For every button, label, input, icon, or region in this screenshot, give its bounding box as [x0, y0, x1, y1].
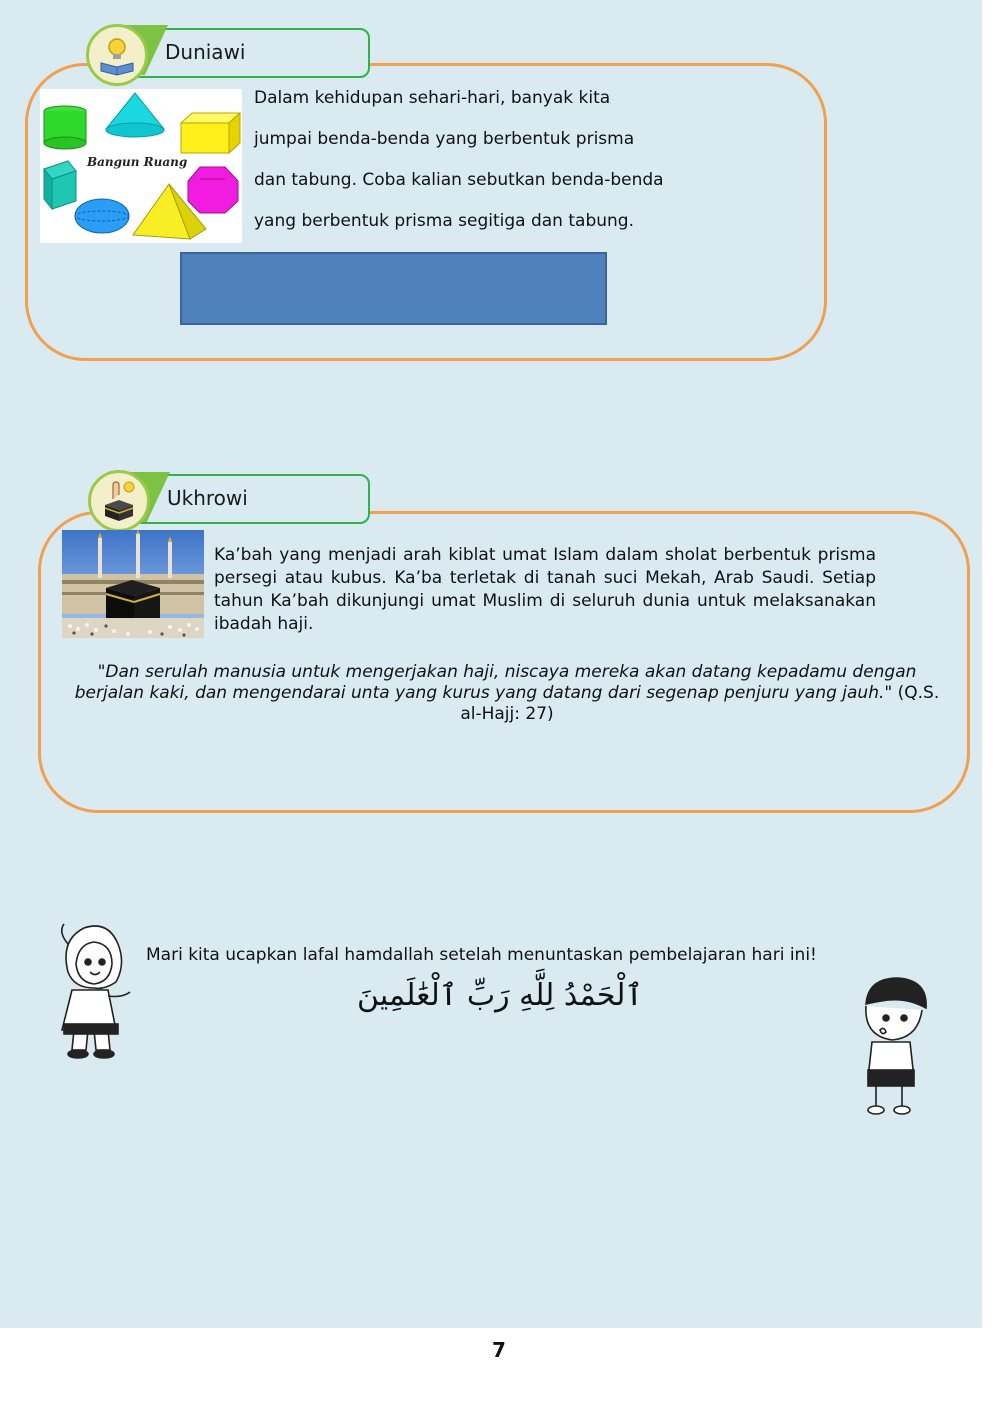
girl-illustration: [50, 920, 136, 1066]
duniawi-line: dan tabung. Coba kalian sebutkan benda-benda: [254, 170, 664, 190]
ukhrowi-quote: [74, 662, 940, 725]
duniawi-line: jumpai benda-benda yang berbentuk prisma: [254, 129, 635, 149]
quote-source: (Q.S. al-Hajj: 27): [460, 683, 940, 724]
answer-input-box[interactable]: [180, 252, 607, 325]
lightbulb-book-icon: [86, 24, 148, 86]
ukhrowi-paragraph: Ka’bah yang menjadi arah kiblat umat Islam dalam sholat berbentuk prisma persegi atau kubus. Ka’ba terletak di tanah suci Mekah, Arab Saudi. Setiap tahun Ka’bah dikunjungi umat Muslim di seluruh dunia untuk melaksanakan ibadah haji.: [214, 545, 876, 634]
duniawi-title: Duniawi: [165, 40, 246, 64]
kaaba-hand-icon: [88, 470, 150, 532]
kaaba-image: [62, 530, 204, 638]
hamdalah-arabic: ٱلْحَمْدُ لِلَّهِ رَبِّ ٱلْعَٰلَمِينَ: [356, 978, 644, 1013]
ukhrowi-title: Ukhrowi: [167, 486, 248, 510]
bangun-ruang-image: [40, 89, 242, 243]
closing-instruction: Mari kita ucapkan lafal hamdallah setelah menuntaskan pembelajaran hari ini!: [146, 945, 817, 965]
duniawi-line: yang berbentuk prisma segitiga dan tabung.: [254, 211, 634, 231]
page-number: 7: [492, 1338, 506, 1362]
bangun-ruang-caption: Bangun Ruang: [87, 155, 188, 169]
duniawi-line: Dalam kehidupan sehari-hari, banyak kita: [254, 88, 611, 108]
duniawi-paragraph: [254, 78, 664, 242]
boy-illustration: [848, 974, 938, 1120]
quote-text: "Dan serulah manusia untuk mengerjakan haji, niscaya mereka akan datang kepadamu dengan berjalan kaki, dan mengendarai unta yang kurus yang datang dari segenap penjuru yang jauh.": [74, 662, 917, 703]
